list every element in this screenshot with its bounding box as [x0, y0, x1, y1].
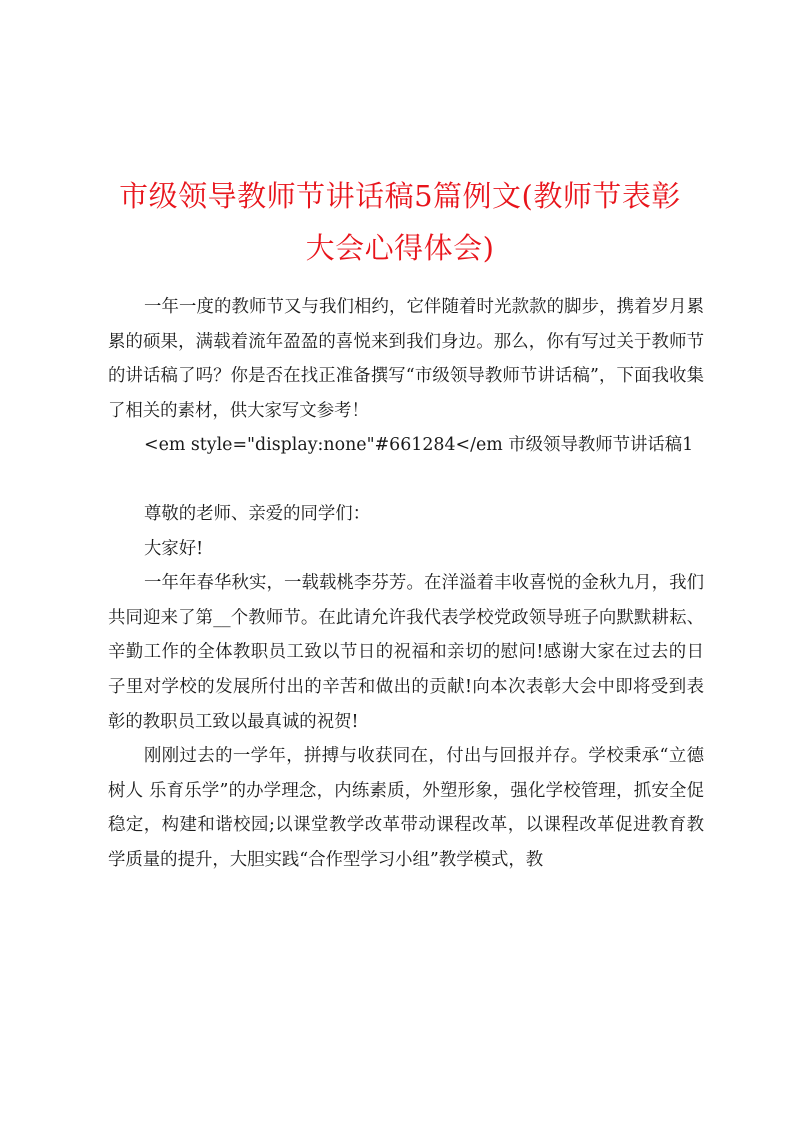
- document-title: [80, 170, 720, 274]
- intro-paragraph: 一年一度的教师节又与我们相约，它伴随着时光款款的脚步，携着岁月累累的硕果，满载着流年盈盈的喜悦来到我们身边。那么，你有写过关于教师节的讲话稿了吗？你是否在找正准备撰写“市级领导教师节讲话稿”，下面我收集了相关的素材，供大家写文参考！: [108, 297, 704, 421]
- title-line-1: 市级领导教师节讲话稿5篇例文(教师节表彰: [119, 179, 681, 213]
- blank-line: [108, 463, 704, 497]
- body-paragraph: 一年年春华秋实，一载载桃李芬芳。在洋溢着丰收喜悦的金秋九月，我们共同迎来了第__个教师节。在此请允许我代表学校党政领导班子向默默耕耘、辛勤工作的全体教职员工致以节日的祝福和亲切的慰问!感谢大家在过去的日子里对学校的发展所付出的辛苦和做出的贡献!向本次表彰大会中即将受到表彰的教职员工致以最真诚的祝贺!: [108, 573, 704, 732]
- document-body: [108, 290, 704, 878]
- section-heading: <em style="display:none"#661284</em 市级领导教师节讲话稿1: [144, 435, 694, 456]
- title-line-2: 大会心得体会): [305, 231, 495, 265]
- body-paragraph: 刚刚过去的一学年，拼搏与收获同在，付出与回报并存。学校秉承“立德树人 乐育乐学”的办学理念，内练素质，外塑形象，强化学校管理，抓安全促稳定，构建和谐校园;以课堂教学改革带动课程改革，以课程改革促进教育教学质量的提升，大胆实践“合作型学习小组”教学模式，教: [108, 746, 704, 870]
- greeting: 大家好!: [144, 538, 204, 559]
- salutation: 尊敬的老师、亲爱的同学们：: [144, 503, 371, 524]
